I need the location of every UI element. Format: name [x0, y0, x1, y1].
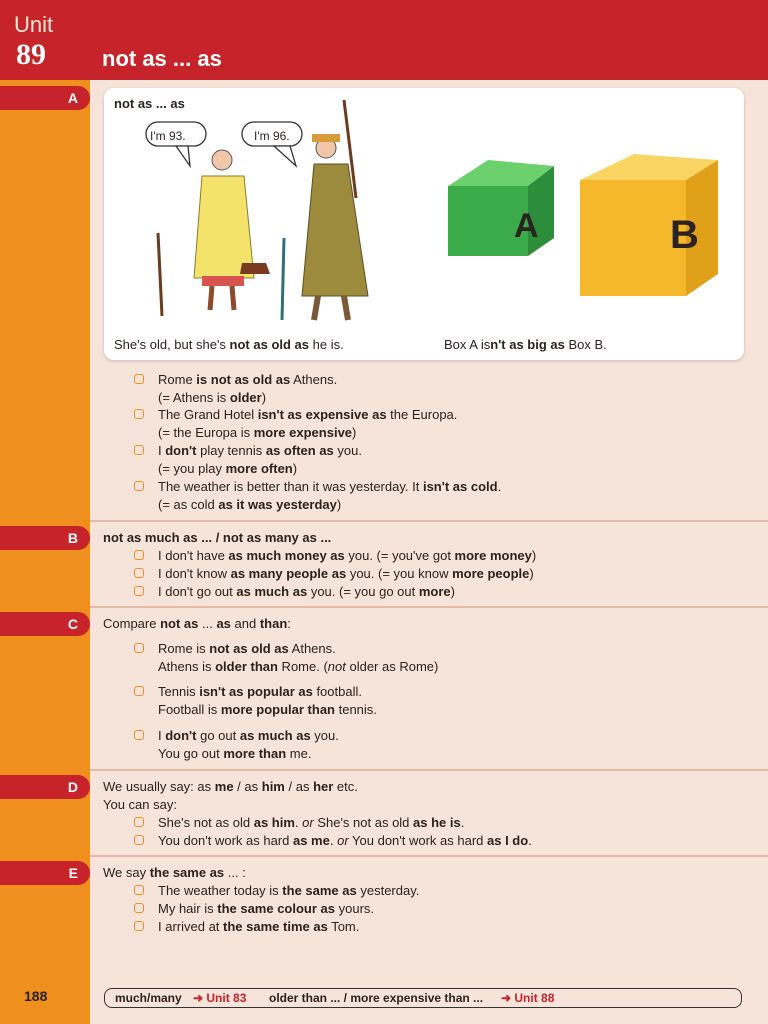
section-tab-e: E — [0, 861, 90, 885]
example-line: I arrived at the same time as Tom. — [158, 919, 360, 934]
example-line: (= you play more often) — [158, 461, 298, 476]
divider — [90, 606, 768, 608]
bullet-icon — [134, 817, 144, 827]
section-tab-c: C — [0, 612, 90, 636]
divider — [90, 769, 768, 771]
unit-number: 89 — [16, 38, 46, 71]
box-a-label: A — [514, 207, 539, 245]
example-line: Rome is not as old as Athens. — [158, 372, 338, 387]
ref2-link[interactable]: ➜ Unit 88 — [501, 991, 555, 1005]
bullet-icon — [134, 409, 144, 419]
bullet-icon — [134, 568, 144, 578]
bullet-icon — [134, 686, 144, 696]
divider — [90, 520, 768, 522]
example-line: The weather is better than it was yesterday. It isn't as cold. — [158, 479, 502, 494]
section-tab-a: A — [0, 86, 90, 110]
example-line: My hair is the same colour as yours. — [158, 901, 375, 916]
example-line: Rome is not as old as Athens. — [158, 641, 336, 656]
example-line: She's not as old as him. or She's not as old as he is. — [158, 815, 465, 830]
bullet-icon — [134, 921, 144, 931]
divider — [90, 855, 768, 857]
cross-reference-box — [104, 988, 742, 1008]
illustration — [104, 88, 744, 360]
page-number: 188 — [24, 988, 48, 1004]
bullet-icon — [134, 643, 144, 653]
ref2-text: older than ... / more expensive than ... — [269, 991, 484, 1005]
box-b-label: B — [670, 213, 699, 257]
bullet-icon — [134, 730, 144, 740]
caption-left: She's old, but she's not as old as he is. — [114, 337, 344, 352]
example-line: I don't know as many people as you. (= you know more people) — [158, 566, 534, 581]
speech-text-right: I'm 96. — [254, 129, 290, 143]
section-a-heading: not as ... as — [114, 96, 185, 111]
ref1-text: much/many — [115, 991, 182, 1005]
section-c-heading: Compare not as ... as and than: — [103, 616, 291, 631]
bullet-icon — [134, 550, 144, 560]
example-line: (= as cold as it was yesterday) — [158, 497, 342, 512]
illustration-panel — [104, 88, 744, 360]
title-bar — [90, 0, 768, 80]
ref1-link[interactable]: ➜ Unit 83 — [193, 991, 247, 1005]
bullet-icon — [134, 481, 144, 491]
unit-label: Unit — [14, 12, 54, 37]
bullet-icon — [134, 903, 144, 913]
bullet-icon — [134, 586, 144, 596]
speech-text-left: I'm 93. — [150, 129, 186, 143]
unit-box — [0, 0, 90, 80]
section-b-heading: not as much as ... / not as many as ... — [103, 530, 332, 545]
bullet-icon — [134, 445, 144, 455]
section-tab-b: B — [0, 526, 90, 550]
example-line: I don't go out as much as you. — [158, 728, 339, 743]
section-e-heading: We say the same as ... : — [103, 865, 246, 880]
section-d-line2: You can say: — [103, 797, 177, 812]
section-d-line1: We usually say: as me / as him / as her etc. — [103, 779, 358, 794]
page-title: not as ... as — [102, 46, 222, 71]
bullet-icon — [134, 835, 144, 845]
example-line: You go out more than me. — [158, 746, 312, 761]
example-line: (= Athens is older) — [158, 390, 267, 405]
example-line: I don't play tennis as often as you. — [158, 443, 362, 458]
section-tab-d: D — [0, 775, 90, 799]
old-woman-figure — [158, 150, 270, 316]
example-line: The weather today is the same as yesterday. — [158, 883, 420, 898]
example-line: (= the Europa is more expensive) — [158, 425, 357, 440]
example-line: I don't have as much money as you. (= you've got more money) — [158, 548, 537, 563]
example-line: I don't go out as much as you. (= you go out more) — [158, 584, 455, 599]
caption-right: Box A isn't as big as Box B. — [444, 337, 607, 352]
example-line: Football is more popular than tennis. — [158, 702, 377, 717]
example-line: Athens is older than Rome. (not older as Rome) — [158, 659, 439, 674]
bullet-icon — [134, 374, 144, 384]
example-line: Tennis isn't as popular as football. — [158, 684, 362, 699]
bullet-icon — [134, 885, 144, 895]
example-line: You don't work as hard as me. or You don't work as hard as I do. — [158, 833, 532, 848]
example-line: The Grand Hotel isn't as expensive as the Europa. — [158, 407, 458, 422]
